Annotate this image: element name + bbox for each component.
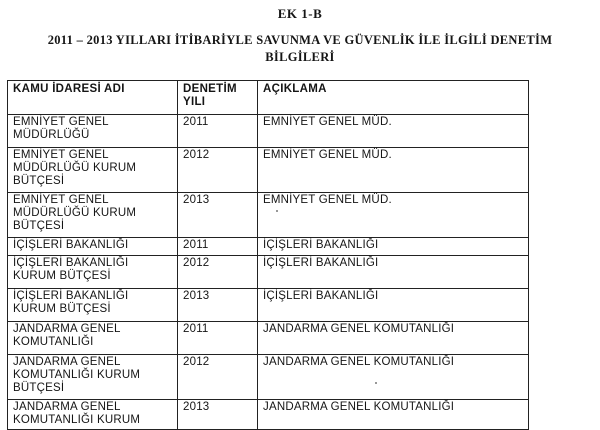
institution-name-line: KURUM BÜTÇESİ	[13, 270, 111, 282]
cell-institution	[8, 289, 178, 322]
cell-institution	[8, 238, 178, 256]
institution-name-line: BÜTÇESİ	[13, 382, 65, 394]
document-title	[0, 32, 600, 66]
table-row	[8, 256, 529, 289]
institution-name-line: MÜDÜRLÜĞÜ KURUM	[13, 162, 137, 174]
cell-institution	[8, 322, 178, 355]
table-row	[8, 322, 529, 355]
cell-description: JANDARMA GENEL KOMUTANLIĞI	[258, 355, 529, 400]
table-header-row	[8, 81, 529, 115]
cell-description: EMNİYET GENEL MÜD.	[258, 193, 529, 238]
institution-name-line: İÇİŞLERİ BAKANLIĞI	[13, 257, 129, 269]
cell-institution	[8, 193, 178, 238]
institution-name-line: MÜDÜRLÜĞÜ	[13, 129, 90, 141]
institution-name-line: EMNİYET GENEL	[13, 149, 109, 161]
table-row	[8, 289, 529, 322]
institution-name-line: EMNİYET GENEL	[13, 194, 109, 206]
institution-name-line: EMNİYET GENEL	[13, 116, 109, 128]
column-header-description	[258, 81, 529, 115]
audit-table	[7, 80, 529, 430]
table-body	[8, 115, 529, 430]
table-row	[8, 148, 529, 193]
cell-description: İÇİŞLERİ BAKANLIĞI	[258, 289, 529, 322]
title-line-2: BİLGİLERİ	[265, 50, 335, 64]
institution-name-line: JANDARMA GENEL	[13, 323, 121, 335]
column-header-description-label: AÇIKLAMA	[263, 83, 327, 95]
cell-institution	[8, 115, 178, 148]
column-header-year-line-2: YILI	[183, 96, 206, 108]
scan-speck	[276, 210, 278, 212]
cell-institution	[8, 256, 178, 289]
institution-name-line: KOMUTANLIĞI KURUM	[13, 369, 141, 381]
cell-audit-year: 2012	[178, 148, 258, 193]
cell-institution	[8, 400, 178, 430]
institution-name-line: BÜTÇESİ	[13, 175, 65, 187]
institution-name-line: İÇİŞLERİ BAKANLIĞI	[13, 290, 129, 302]
institution-name-line: KOMUTANLIĞI KURUM	[13, 414, 141, 426]
column-header-year	[178, 81, 258, 115]
cell-audit-year: 2012	[178, 256, 258, 289]
table-row	[8, 355, 529, 400]
cell-institution	[8, 355, 178, 400]
column-header-institution-label: KAMU İDARESİ ADI	[13, 83, 125, 95]
table-row	[8, 115, 529, 148]
cell-audit-year: 2012	[178, 355, 258, 400]
cell-audit-year: 2011	[178, 115, 258, 148]
cell-description: EMNİYET GENEL MÜD.	[258, 115, 529, 148]
institution-name-line: İÇİŞLERİ BAKANLIĞI	[13, 239, 129, 251]
cell-audit-year: 2013	[178, 193, 258, 238]
table-row	[8, 400, 529, 430]
cell-description: İÇİŞLERİ BAKANLIĞI	[258, 238, 529, 256]
cell-description: JANDARMA GENEL KOMUTANLIĞI	[258, 322, 529, 355]
scan-speck	[375, 382, 377, 384]
institution-name-line: JANDARMA GENEL	[13, 401, 121, 413]
table-row	[8, 238, 529, 256]
annex-label: EK 1-B	[277, 6, 323, 21]
cell-audit-year: 2013	[178, 400, 258, 430]
cell-audit-year: 2011	[178, 322, 258, 355]
institution-name-line: JANDARMA GENEL	[13, 356, 121, 368]
institution-name-line: KURUM BÜTÇESİ	[13, 303, 111, 315]
table-row	[8, 193, 529, 238]
cell-description: EMNİYET GENEL MÜD.	[258, 148, 529, 193]
institution-name-line: BÜTÇESİ	[13, 220, 65, 232]
institution-name-line: KOMUTANLIĞI	[13, 336, 94, 348]
cell-audit-year: 2013	[178, 289, 258, 322]
column-header-institution	[8, 81, 178, 115]
title-line-1: 2011 – 2013 YILLARI İTİBARİYLE SAVUNMA VE GÜVENLİK İLE İLGİLİ DENETİM	[47, 33, 553, 47]
cell-description: İÇİŞLERİ BAKANLIĞI	[258, 256, 529, 289]
institution-name-line: MÜDÜRLÜĞÜ KURUM	[13, 207, 137, 219]
cell-institution	[8, 148, 178, 193]
cell-audit-year: 2011	[178, 238, 258, 256]
column-header-year-line-1: DENETİM	[183, 83, 237, 95]
cell-description: JANDARMA GENEL KOMUTANLIĞI	[258, 400, 529, 430]
